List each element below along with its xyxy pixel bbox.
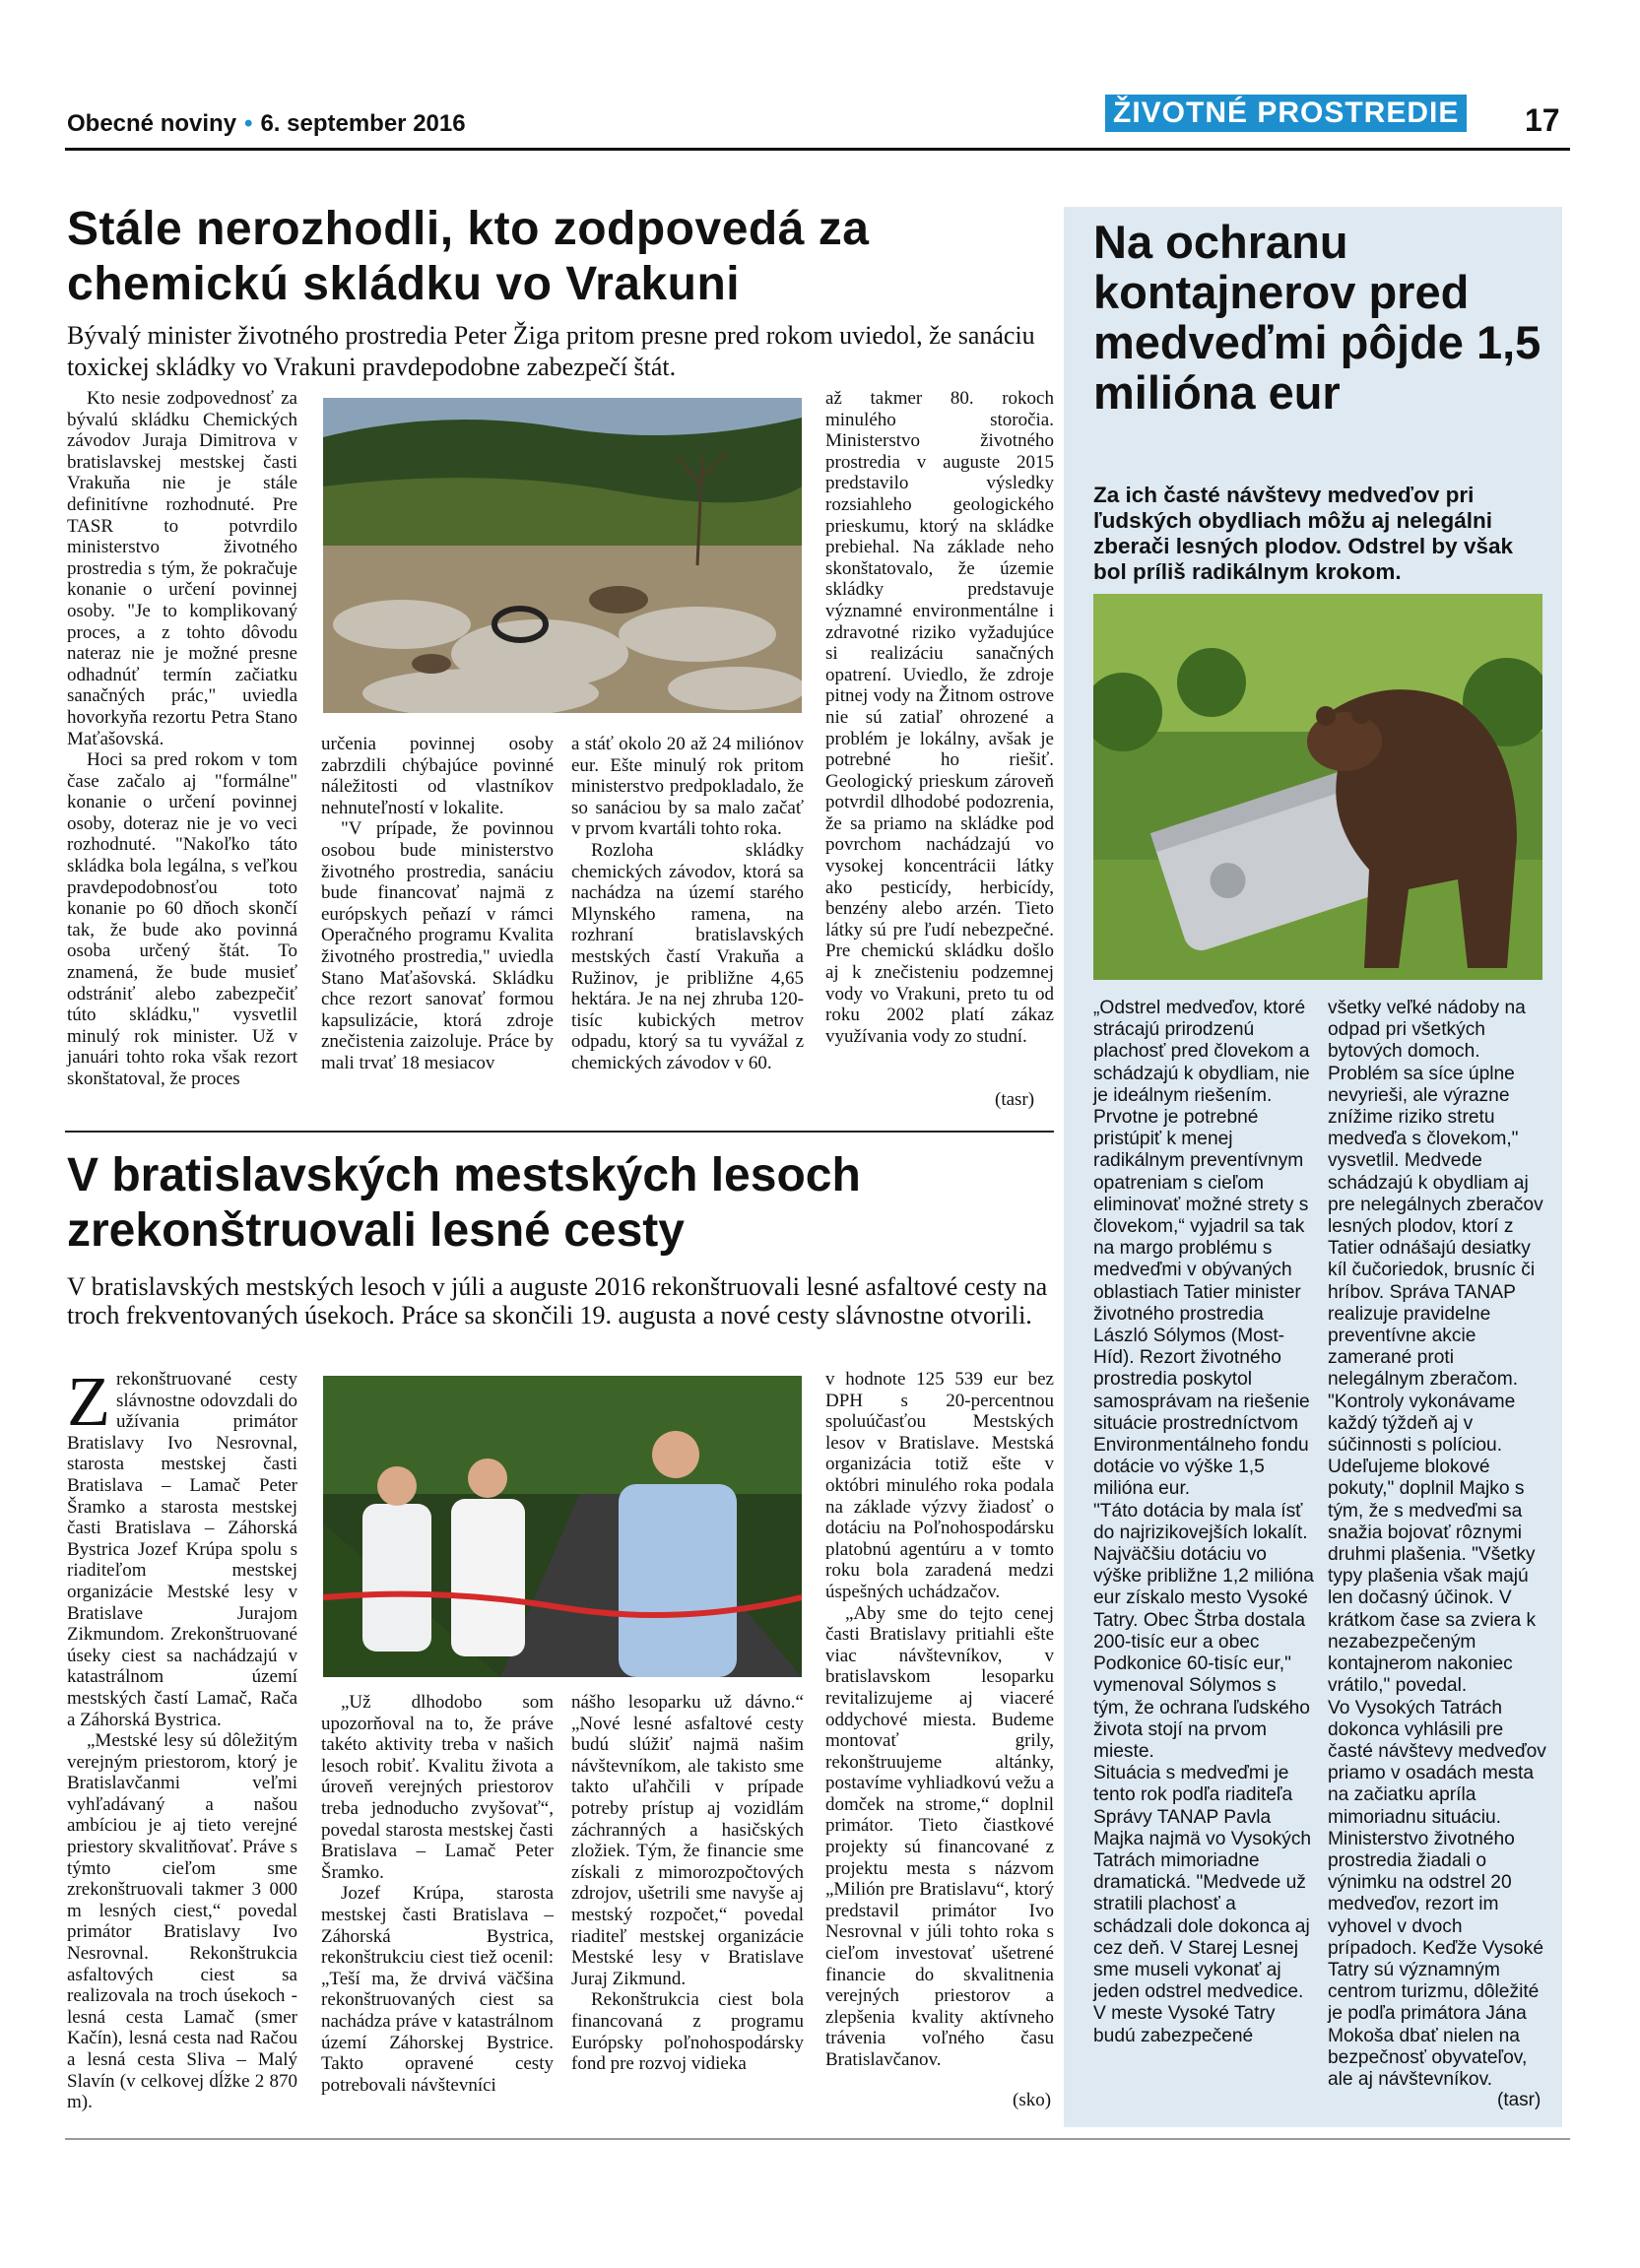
paragraph: rekonštruované cesty slávnostne odovzdali do užívania primátor Bratislavy Ivo Nesrovnal, starosta mestskej časti Bratislava – Lamač Peter Šramko a starosta mestskej časti Bratislava – Záhorská Bystrica Jozef Krúpa spolu s riaditeľom mestskej organizácie Mestské lesy v Bratislave Jurajom Zikmundom. Zrekonštruované úseky ciest sa nachádzajú v katastrálnom území mestských častí Lamač, Rača a Záhorská Bystrica. bbox=[67, 1369, 297, 1730]
paragraph: Jozef Krúpa, starosta mestskej časti Bratislava – Záhorská Bystrica, rekonštrukciu ciest tiež ocenil: „Teší ma, že drvivá väčšina rekonštruovaných ciest sa nachádza práve v katastrálnom území Záhorskej Bystrice. Takto opravené cesty potrebovali návštevníci bbox=[321, 1883, 554, 2096]
article-divider bbox=[65, 1131, 1054, 1133]
article1-signature: (tasr) bbox=[995, 1089, 1035, 1110]
paper-name: Obecné noviny bbox=[67, 110, 237, 137]
sidebar-column-1 bbox=[1093, 998, 1316, 2110]
article1-column-2 bbox=[321, 734, 554, 1109]
paragraph: „Už dlhodobo som upozorňoval na to, že práve takéto aktivity treba v našich lesoch robiť. Kvalitu života a úroveň verejných priestorov treba jednoducho zvyšovať“, povedal starosta mestskej časti Bratislava – Lamač Peter Šramko. bbox=[321, 1692, 554, 1883]
paragraph: v hodnote 125 539 eur bez DPH s 20-percentnou spoluúčasťou Mestských lesov v Bratislave. Mestská organizácia totiž ešte v októbri minulého roka podala na základe výzvy žiadosť o dotáciu na Poľnohospodársku platobnú agentúru a v tomto roku bola zaradená medzi úspešných uchádzačov. bbox=[825, 1369, 1054, 1602]
article2-column-2 bbox=[321, 1692, 554, 2096]
page-number: 17 bbox=[1525, 102, 1560, 138]
paragraph: "V prípade, že povinnou osobou bude ministerstvo životného prostredia, sanáciu bude financovať najmä z európskych peňazí v rámci Operačného programu Kvalita životného prostredia," uviedla Stano Maťašovská. Skládku chce rezort sanovať formou kapsulizácie, ktorá zdroje znečistenia zaizoluje. Práce by mali trvať 18 mesiacov bbox=[321, 818, 554, 1073]
paragraph: „Odstrel medveďov, ktoré strácajú prirodzenú plachosť pred človekom a schádzajú k obydliam, nie je ideálnym riešením. Prvotne je potrebné pristúpiť k menej radikálnym preventívnym opatreniam s cieľom eliminovať možné strety s človekom,“ vyjadril sa tak na margo problému s medveďmi v obývaných oblastiach Tatier minister životného prostredia László Sólymos (Most-Híd). Rezort životného prostredia poskytol samosprávam na riešenie situácie prostredníctvom Environmentálneho fondu dotácie vo výške 1,5 milióna eur. bbox=[1093, 998, 1310, 1500]
article2-column-1 bbox=[67, 1362, 297, 2113]
masthead bbox=[67, 110, 466, 138]
footer-rule bbox=[65, 2138, 1570, 2140]
paragraph: určenia povinnej osoby zabrzdili chýbajúce povinné náležitosti od vlastníkov nehnuteľností v lokalite. bbox=[321, 734, 554, 818]
issue-date: 6. september 2016 bbox=[260, 110, 466, 137]
article2-column-4 bbox=[825, 1369, 1054, 2088]
separator-dot: • bbox=[244, 110, 253, 137]
ribbon-cutting-photo bbox=[323, 1376, 802, 1677]
sidebar-headline: Na ochranu kontajnerov pred medveďmi pôjde 1,5 milióna eur bbox=[1093, 216, 1542, 419]
sidebar-column-2 bbox=[1328, 998, 1552, 2110]
paragraph: až takmer 80. rokoch minulého storočia. Ministerstvo životného prostredia v auguste 2015 predstavilo výsledky rozsiahleho geologického prieskumu, ktorý na skládke prebiehal. Na základe neho skonštatovalo, že územie skládky predstavuje významné environmentálne i zdravotné riziko vyžadujúce si realizáciu sanačných opatrení. Uviedlo, že zdroje pitnej vody na Žitnom ostrove nie sú zatiaľ ohrozené a problém je lokálny, avšak je potrebné ho riešiť. Geologický prieskum zároveň potvrdil dlhodobé podozrenia, že sa priamo na skládke pod povrchom nachádzajú vo vysokej koncentrácii látky ako pesticídy, herbicídy, benzény alebo arzén. Tieto látky sú pre ľudí nebezpečné. Pre chemickú skládku došlo aj k znečisteniu podzemnej vody vo Vrakuni, preto tu od roku 2002 platí zákaz využívania vody zo studní. bbox=[825, 388, 1054, 1047]
article2-headline: V bratislavských mestských lesoch zrekonštruovali lesné cesty bbox=[67, 1149, 861, 1257]
paragraph: Hoci sa pred rokom v tom čase začalo aj "formálne" konanie o určení povinnej osoby, doteraz nie je vo veci rozhodnuté. "Nakoľko táto skládka bola legálna, s veľkou pravdepodobnosťou toto konanie po 60 dňoch skončí tak, že bude ako povinná osoba určený štát. To znamená, že bude musieť odstrániť alebo zabezpečiť túto skládku," vysvetlil minulý rok minister. Už v januári tohto roka však rezort skonštatoval, že proces bbox=[67, 749, 297, 1089]
article1-column-4 bbox=[825, 388, 1054, 1097]
article2-column-3 bbox=[571, 1692, 804, 2088]
paragraph: Rekonštrukcia ciest bola financovaná z programu Európsky poľnohospodársky fond pre rozvoj vidieka bbox=[571, 1989, 804, 2075]
article1-column-1 bbox=[67, 388, 297, 1109]
drop-cap: Z bbox=[67, 1362, 110, 1441]
landfill-photo bbox=[323, 398, 802, 713]
paragraph: a stáť okolo 20 až 24 miliónov eur. Ešte minulý rok pritom ministerstvo predpokladalo, že so sanáciou by sa malo začať v prvom kvartáli tohto roka. bbox=[571, 734, 804, 840]
paragraph: „Aby sme do tejto cenej časti Bratislavy pritiahli ešte viac návštevníkov, v bratislavskom lesoparku revitalizujeme aj viaceré oddychové miesta. Budeme montovať grily, rekonštruujeme altánky, postavíme vyhliadkovú vežu a domček na strome,“ doplnil primátor. Tieto čiastkové projekty sú financované z projektu mesta s názvom „Milión pre Bratislavu“, ktorý predstavil primátor Ivo Nesrovnal v júli tohto roka s cieľom investovať ušetrené financie do skvalitnenia verejných priestorov a zlepšenia kvality aktívneho trávenia voľného času Bratislavčanov. bbox=[825, 1602, 1054, 2070]
paragraph: všetky veľké nádoby na odpad pri všetkých bytových domoch. Problém sa síce úplne nevyrieši, ale výrazne znížime riziko stretu medveďa s človekom," vysvetlil. Medvede schádzajú k obydliam aj pre nelegálnych zberačov lesných plodov, ktorí z Tatier odnášajú desiatky kíl čučoriedok, brusníc či hríbov. Správa TANAP realizuje pravidelne preventívne akcie zamerané proti nelegálnym zberačom. "Kontroly vykonávame každý týždeň aj v súčinnosti s políciou. Udeľujeme blokové pokuty," doplnil Majko s tým, že s medveďmi sa snažia bojovať rôznymi druhmi plašenia. "Všetky typy plašenia však majú len dočasný účinok. V krátkom čase sa zviera k nezabezpečeným kontajnerom nakoniec vrátilo," povedal. bbox=[1328, 998, 1543, 1697]
paragraph: Rozloha skládky chemických závodov, ktorá sa nachádza na území starého Mlynského ramena, na rozhraní bratislavských mestských častí Vrakuňa a Ružinov, je približne 4,65 hektára. Je na nej zhruba 120-tisíc kubických metrov odpadu, ktorý sa tu vyvážal z chemických závodov v 60. bbox=[571, 839, 804, 1073]
article2-lead: V bratislavských mestských lesoch v júli a auguste 2016 rekonštruovali lesné asfaltové cesty na troch frekventovaných úsekoch. Práce sa skončili 19. augusta a nové cesty slávnostne otvorili. bbox=[67, 1272, 1048, 1329]
bear-photo bbox=[1093, 594, 1542, 980]
sidebar-lead: Za ich časté návštevy medveďov pri ľudských obydliach môžu aj nelegálni zberači lesných plodov. Odstrel by však bol príliš radikálnym krokom. bbox=[1093, 483, 1513, 584]
article1-column-3 bbox=[571, 734, 804, 1109]
sidebar-signature: (tasr) bbox=[1497, 2090, 1542, 2110]
section-label: ŽIVOTNÉ PROSTREDIE bbox=[1105, 95, 1467, 132]
article1-lead: Bývalý minister životného prostredia Peter Žiga pritom presne pred rokom uviedol, že sanáciu toxickej skládky vo Vrakuni pravdepodobne zabezpečí štát. bbox=[67, 321, 1035, 381]
paragraph: „Mestské lesy sú dôležitým verejným priestorom, ktorý je Bratislavčanmi veľmi vyhľadávaný a našou ambíciou je aj tieto verejné priestory skvalitňovať. Práve s týmto cieľom sme zrekonštruovali takmer 3 000 m lesných ciest,“ povedal primátor Bratislavy Ivo Nesrovnal. Rekonštrukcia asfaltových ciest sa realizovala na troch úsekoch - lesná cesta Lamač (smer Kačín), lesná cesta nad Račou a lesná cesta Sliva – Malý Slavín (v celkovej dĺžke 2 870 m). bbox=[67, 1730, 297, 2113]
paragraph: Kto nesie zodpovednosť za bývalú skládku Chemických závodov Juraja Dimitrova v bratislavskej mestskej časti Vrakuňa nie je stále definitívne rozhodnuté. Pre TASR to potvrdilo ministerstvo životného prostredia s tým, že pokračuje konanie o určení povinnej osoby. "Je to komplikovaný proces, a z tohto dôvodu nateraz nie je možné presne odhadnúť termín začiatku sanačných prác," uviedla hovorkyňa rezortu Petra Stano Maťašovská. bbox=[67, 388, 297, 749]
article2-signature: (sko) bbox=[1013, 2090, 1052, 2110]
header-rule bbox=[65, 148, 1570, 151]
article1-headline: Stále nerozhodli, kto zodpovedá za chemickú skládku vo Vrakuni bbox=[67, 203, 870, 310]
paragraph: nášho lesoparku už dávno.“ „Nové lesné asfaltové cesty budú slúžiť najmä našim návštevníkom, ale takisto sme takto uľahčili v prípade potreby prístup aj vozidlám záchranných a hasičských zložiek. Tým, že financie sme získali z mimorozpočtových zdrojov, ušetrili sme navyše aj mestský rozpočet,“ povedal riaditeľ mestskej organizácie Mestské lesy v Bratislave Juraj Zikmund. bbox=[571, 1692, 804, 1989]
paragraph: Vo Vysokých Tatrách dokonca vyhlásili pre časté návštevy medveďov priamo v osadách mesta na začiatku apríla mimoriadnu situáciu. Ministerstvo životného prostredia žiadali o výnimku na odstrel 20 medveďov, rezort im vyhovel v dvoch prípadoch. Keďže Vysoké Tatry sú významným centrom turizmu, dôležité je podľa primátora Jána Mokoša dbať nielen na bezpečnosť obyvateľov, ale aj návštevníkov. bbox=[1328, 1697, 1546, 2090]
paragraph: "Táto dotácia by mala ísť do najrizikovejších lokalít. Najväčšiu dotáciu vo výške približne 1,2 milióna eur získalo mesto Vysoké Tatry. Obec Štrba dostala 200-tisíc eur a obec Podkonice 60-tisíc eur," vymenoval Sólymos s tým, že ochrana ľudského života stojí na prvom mieste. bbox=[1093, 1500, 1314, 1762]
paragraph: Situácia s medveďmi je tento rok podľa riaditeľa Správy TANAP Pavla Majka najmä vo Vysokých Tatrách mimoriadne dramatická. "Medvede už stratili plachosť a schádzali dole dokonca aj cez deň. V Starej Lesnej sme museli vykonať aj jeden odstrel medvedice. V meste Vysoké Tatry budú zabezpečené bbox=[1093, 1763, 1312, 2046]
